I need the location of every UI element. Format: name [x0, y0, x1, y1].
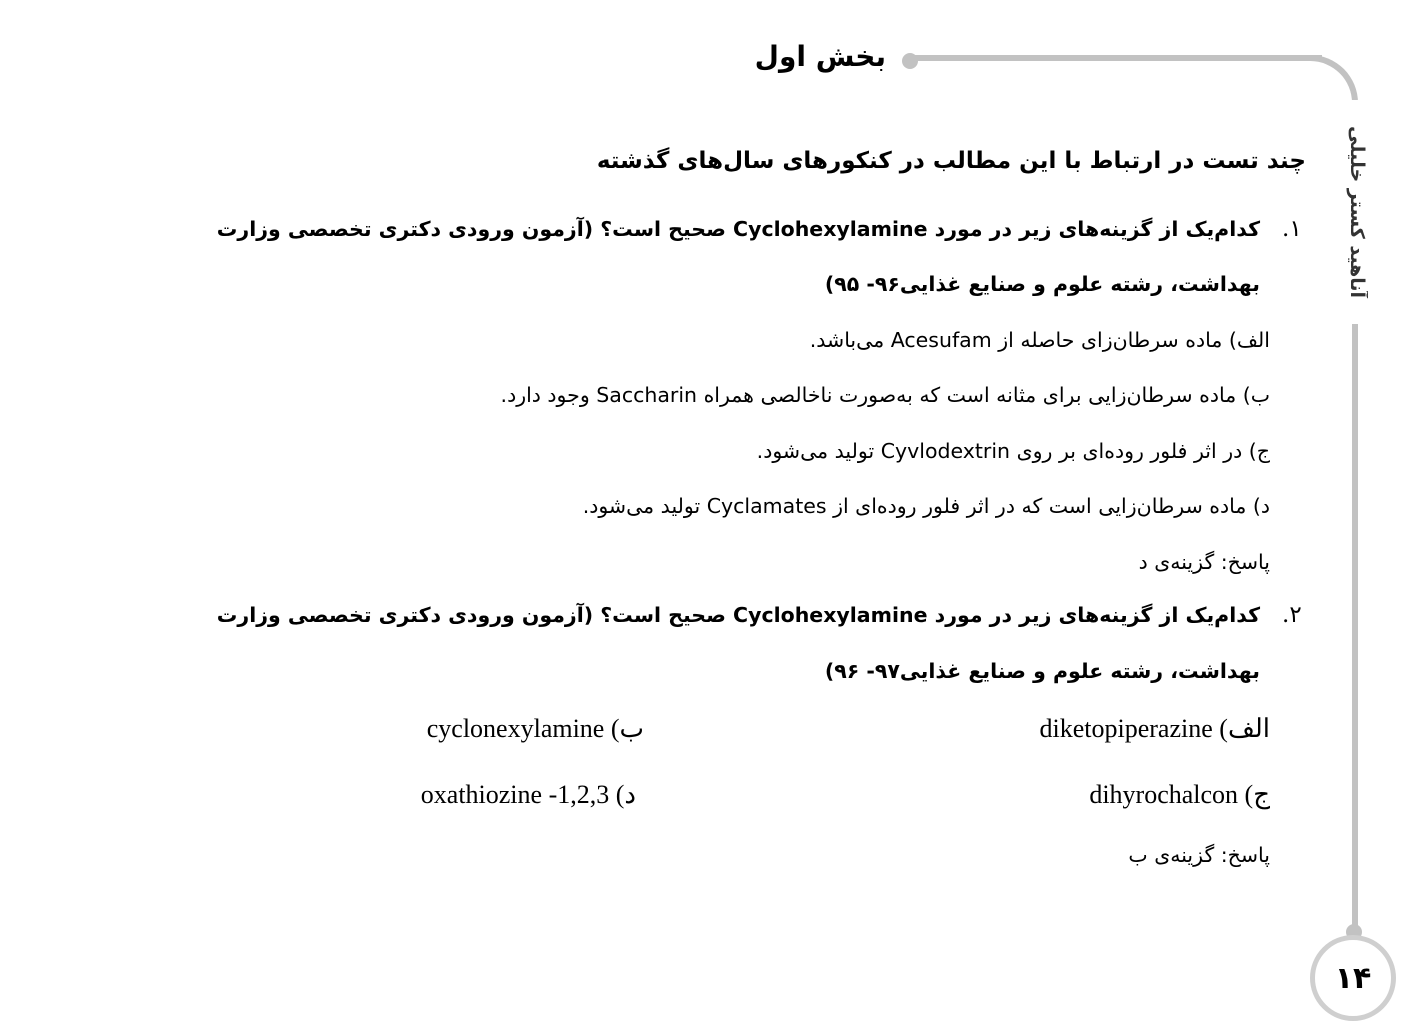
page-heading: چند تست در ارتباط با این مطالب در کنکورهای سال‌های گذشته	[596, 148, 1306, 174]
question-2-option-d: د) 1,2,3- oxathiozine	[420, 780, 636, 809]
question-1-line1: کدام‌یک از گزینه‌های زیر در مورد Cyclohexylamine صحیح است؟ (آزمون ورودی دکتری تخصصی وزارت	[216, 217, 1260, 241]
question-1-option-a: الف) ماده سرطان‌زای حاصله از Acesufam می‌باشد.	[809, 328, 1270, 352]
question-2-line2: بهداشت، رشته علوم و صنایع غذایی۹۷- ۹۶)	[824, 659, 1260, 683]
question-1-option-d: د) ماده سرطان‌زایی است که در اثر فلور روده‌ای از Cyclamates تولید می‌شود.	[582, 494, 1270, 518]
section-title: بخش اول	[754, 40, 886, 73]
question-2-answer: پاسخ: گزینه‌ی ب	[1128, 843, 1270, 867]
question-2-line1: کدام‌یک از گزینه‌های زیر در مورد Cyclohexylamine صحیح است؟ (آزمون ورودی دکتری تخصصی وزارت	[216, 603, 1260, 627]
question-1-answer: پاسخ: گزینه‌ی د	[1138, 550, 1270, 574]
question-1-option-b: ب) ماده سرطان‌زایی برای مثانه است که به‌صورت ناخالصی همراه Saccharin وجود دارد.	[500, 383, 1270, 407]
frame-top-line	[910, 55, 1322, 61]
question-1-option-c: ج) در اثر فلور روده‌ای بر روی Cyvlodextrin تولید می‌شود.	[756, 439, 1270, 463]
question-2-option-c: ج) dihyrochalcon	[1089, 780, 1270, 809]
page-number: ۱۴	[1310, 935, 1396, 1021]
side-author-label: آناهید کستر خلیلی	[1342, 100, 1368, 324]
question-2-number: ۲.	[1282, 602, 1302, 628]
frame-dot-top	[902, 53, 918, 69]
question-1-line2: بهداشت، رشته علوم و صنایع غذایی۹۶- ۹۵)	[824, 272, 1260, 296]
question-1-number: ۱.	[1282, 216, 1302, 242]
question-2-option-a: الف) diketopiperazine	[1039, 714, 1270, 743]
question-2-option-b: ب) cyclonexylamine	[426, 714, 644, 743]
